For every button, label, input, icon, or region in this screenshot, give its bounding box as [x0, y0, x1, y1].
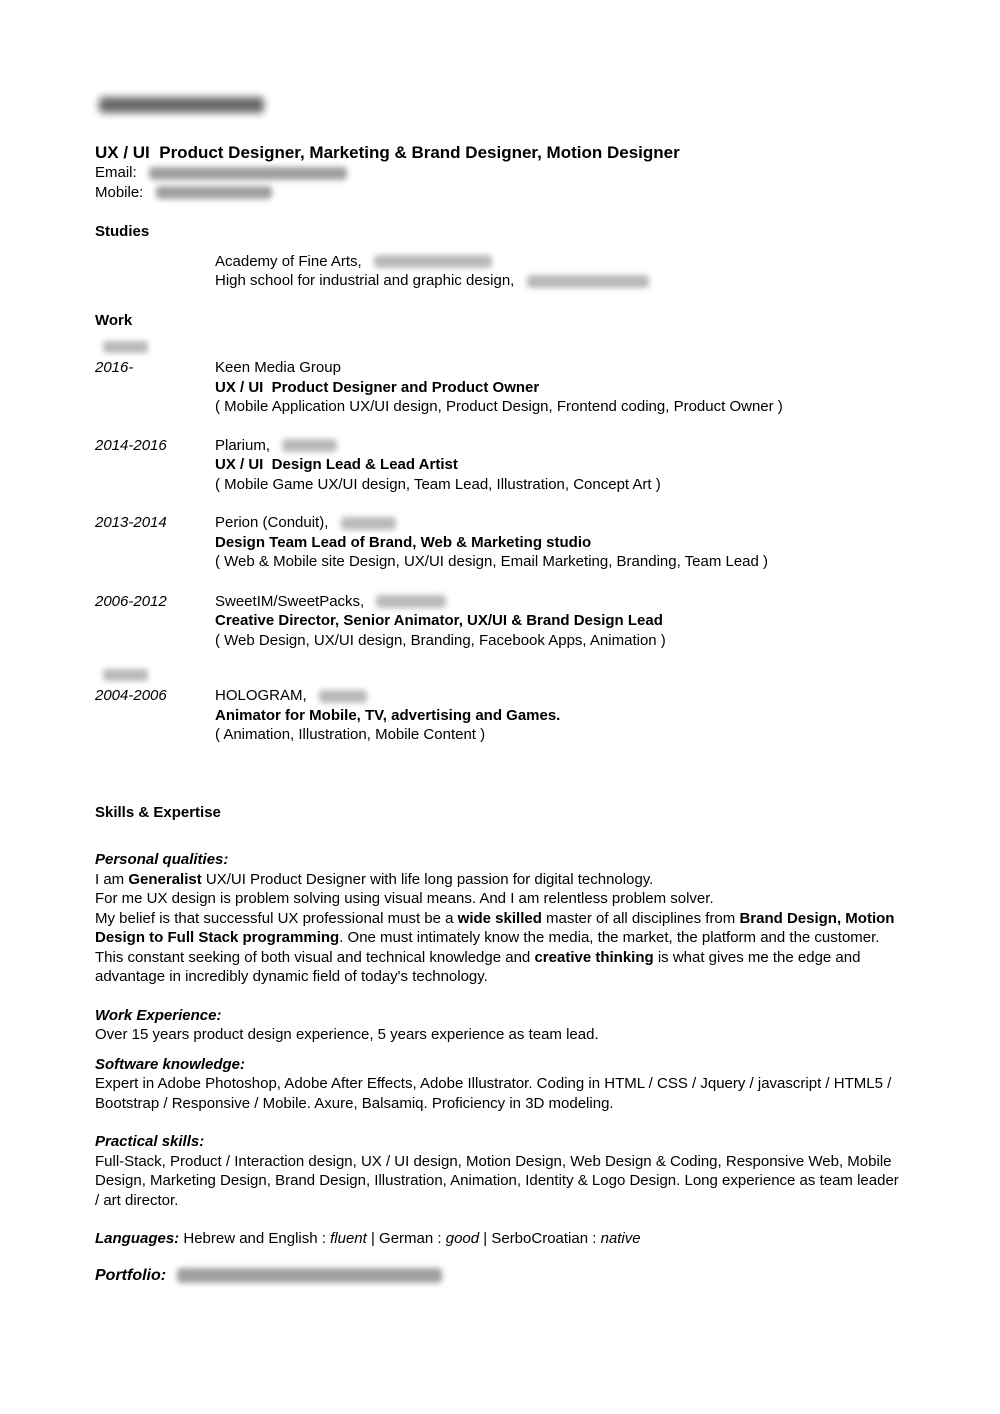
studies-item-text: Academy of Fine Arts, [215, 252, 362, 270]
skills-heading: Skills & Expertise [95, 803, 221, 821]
work-company: Perion (Conduit), [215, 513, 905, 533]
redacted-text [374, 255, 492, 268]
redacted-text [282, 439, 337, 452]
work-period: 2016- [95, 359, 134, 376]
practical-skills-heading: Practical skills: [95, 1133, 205, 1150]
studies-heading: Studies [95, 223, 150, 240]
work-entry [95, 592, 905, 651]
mobile-label: Mobile: [95, 183, 144, 201]
work-entry [95, 436, 905, 495]
work-period: 2014-2016 [95, 436, 167, 454]
portfolio-line [95, 1266, 905, 1286]
software-knowledge-heading: Software knowledge: [95, 1055, 246, 1073]
work-period: 2004-2006 [95, 687, 167, 704]
work-role: UX / UI Design Lead & Lead Artist [215, 456, 458, 473]
studies-item [215, 252, 905, 272]
redacted-email-value [149, 167, 347, 180]
work-company: Plarium, [215, 436, 905, 456]
redacted-text [103, 669, 148, 681]
work-details: ( Animation, Illustration, Mobile Content ) [215, 726, 486, 743]
work-role: Design Team Lead of Brand, Web & Marketing studio [215, 533, 592, 551]
work-company: Keen Media Group [215, 359, 341, 376]
languages-line: Languages: Hebrew and English : fluent | German : good | SerboCroatian : native [95, 1230, 641, 1247]
work-period: 2013-2014 [95, 514, 167, 531]
work-heading: Work [95, 311, 133, 329]
studies-item [215, 271, 905, 291]
redacted-text [527, 275, 649, 288]
work-period: 2006-2012 [95, 592, 167, 610]
redacted-text [103, 341, 148, 353]
redacted-name [99, 97, 264, 113]
work-role: Creative Director, Senior Animator, UX/UI & Brand Design Lead [215, 612, 663, 629]
redacted-text [319, 690, 367, 703]
work-details: ( Web Design, UX/UI design, Branding, Facebook Apps, Animation ) [215, 631, 666, 649]
personal-qualities-text [95, 870, 905, 987]
work-entry [95, 513, 905, 572]
studies-list [215, 252, 905, 291]
work-role: Animator for Mobile, TV, advertising and Games. [215, 706, 561, 724]
software-knowledge-text: Expert in Adobe Photoshop, Adobe After Effects, Adobe Illustrator. Coding in HTML / CSS / Jquery / javascript / HTML5 / Bootstrap / Responsive / Mobile. Axure, Balsamiq. Proficiency in 3D modeling. [95, 1075, 892, 1112]
work-company: SweetIM/SweetPacks, [215, 592, 905, 612]
email-line [95, 163, 905, 183]
work-experience-text: Over 15 years product design experience, 5 years experience as team lead. [95, 1026, 599, 1043]
work-details: ( Mobile Game UX/UI design, Team Lead, Illustration, Concept Art ) [215, 475, 661, 493]
email-label: Email: [95, 164, 137, 181]
work-details: ( Mobile Application UX/UI design, Product Design, Frontend coding, Product Owner ) [215, 398, 783, 415]
paragraph-line: For me UX design is problem solving using visual means. And I am relentless problem solver. [95, 890, 714, 907]
personal-qualities-heading: Personal qualities: [95, 851, 229, 868]
work-company: HOLOGRAM, [215, 686, 905, 706]
redacted-mobile-value [156, 186, 272, 199]
work-experience-heading: Work Experience: [95, 1006, 222, 1024]
studies-item-text: High school for industrial and graphic design, [215, 272, 515, 289]
work-role: UX / UI Product Designer and Product Owner [215, 378, 540, 396]
redacted-portfolio-link[interactable] [177, 1268, 442, 1283]
redacted-text [341, 517, 396, 530]
portfolio-heading: Portfolio: [95, 1266, 167, 1284]
work-entry [95, 358, 905, 417]
work-entry [95, 686, 905, 745]
mobile-line [95, 183, 905, 203]
page-title: UX / UI Product Designer, Marketing & Brand Designer, Motion Designer [95, 143, 680, 162]
redacted-text [376, 595, 446, 608]
paragraph-line: My belief is that successful UX professional must be a wide skilled master of all disciplines from Brand Design, Motion Design to Full Stack programming. One must intimately know the media, the market, the platform and the customer. This constant seeking of both visual and technical knowledge and creative thinking is what gives me the edge and advantage in incredibly dynamic field of today's technology. [95, 909, 895, 985]
work-details: ( Web & Mobile site Design, UX/UI design, Email Marketing, Branding, Team Lead ) [215, 553, 769, 570]
practical-skills-text: Full-Stack, Product / Interaction design, UX / UI design, Motion Design, Web Design & Coding, Responsive Web, Mobile Design, Marketing Design, Brand Design, Illustration, Animation, Identity & Logo Design. Long experience as team leader / art director. [95, 1152, 899, 1209]
paragraph-line: I am Generalist UX/UI Product Designer with life long passion for digital technology. [95, 870, 654, 888]
